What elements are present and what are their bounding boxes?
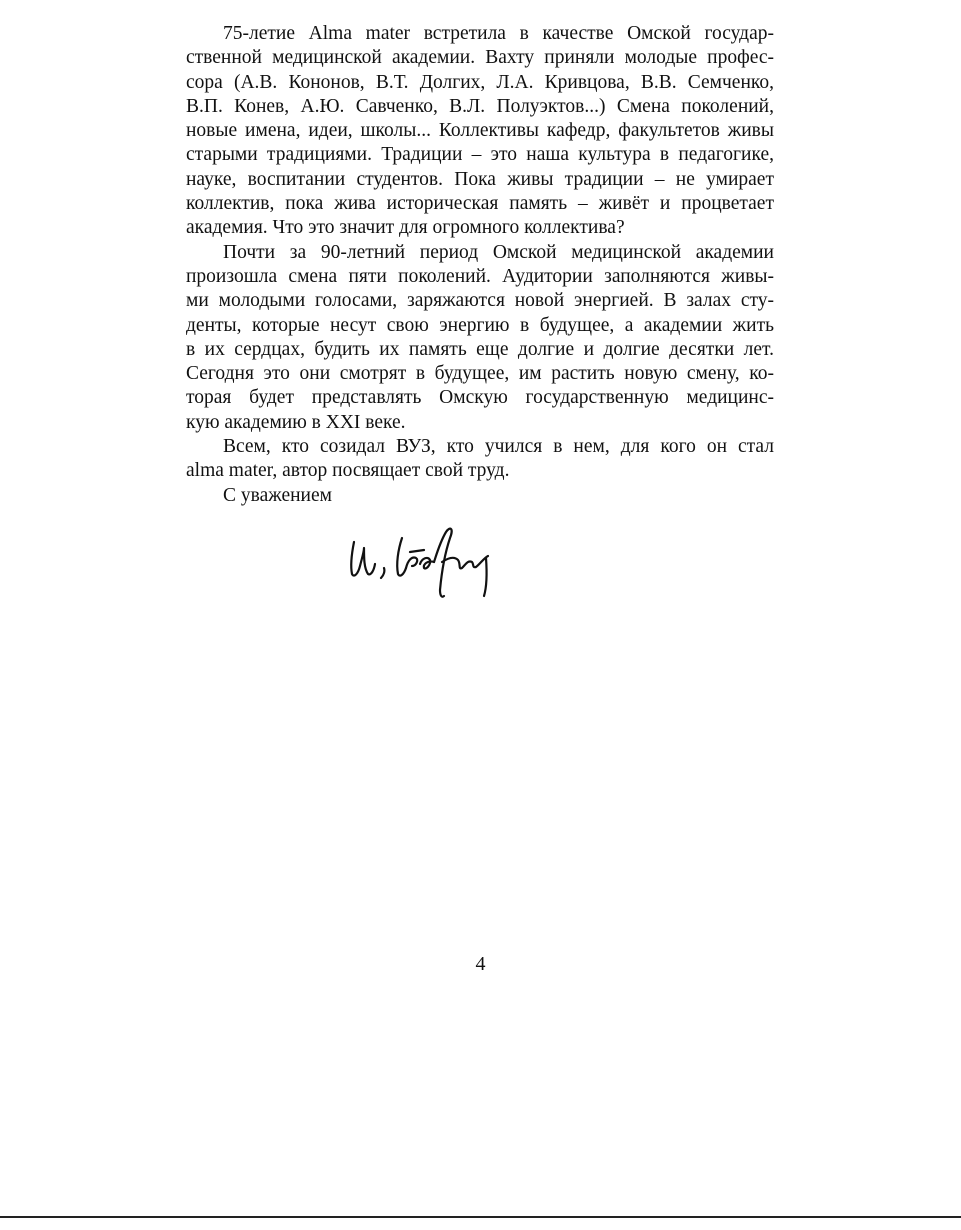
paragraph-1-line-7: науке, воспитании студентов. Пока живы традиции – не умирает <box>186 168 774 190</box>
paragraph-1-line-6: старыми традициями. Традиции – это наша культура в педагогике, <box>186 144 774 166</box>
paragraph-2-line-6: Сегодня это они смотрят в будущее, им растить новую смену, ко- <box>186 363 774 385</box>
paragraph-1-line-1: 75-летие Alma mater встретила в качестве Омской государ- <box>223 23 774 44</box>
paragraph-1-line-9: академия. Что это значит для огромного коллектива? <box>186 217 625 239</box>
paragraph-2-line-8: кую академию в XXI веке. <box>186 411 406 433</box>
page-number: 4 <box>475 953 486 975</box>
paragraph-2-line-7: торая будет представлять Омскую государственную медицинс- <box>186 387 774 409</box>
closing-salutation: С уважением <box>223 484 332 506</box>
paragraph-2-line-4: денты, которые несут свою энергию в будущее, а академии жить <box>186 314 774 336</box>
paragraph-1-line-8: коллектив, пока жива историческая память – живёт и процветает <box>186 193 774 215</box>
page-bottom-rule <box>0 1216 961 1218</box>
paragraph-2-line-1: Почти за 90-летний период Омской медицинской академии <box>223 241 774 263</box>
paragraph-3-line-1: Всем, кто созидал ВУЗ, кто учился в нем, для кого он стал <box>223 436 774 458</box>
handwritten-signature <box>340 512 500 604</box>
paragraph-1-line-3: сора (А.В. Кононов, В.Т. Долгих, Л.А. Кривцова, В.В. Семченко, <box>186 71 774 93</box>
paragraph-2-line-2: произошла смена пяти поколений. Аудитории заполняются живы- <box>186 265 774 287</box>
body-text <box>186 22 774 508</box>
paragraph-1-line-4: В.П. Конев, А.Ю. Савченко, В.Л. Полуэктов...) Смена поколений, <box>186 95 774 117</box>
paragraph-2-line-5: в их сердцах, будить их память еще долгие и долгие десятки лет. <box>186 338 774 360</box>
paragraph-2-line-3: ми молодыми голосами, заряжаются новой энергией. В залах сту- <box>186 290 774 312</box>
paragraph-1-line-5: новые имена, идеи, школы... Коллективы кафедр, факультетов живы <box>186 120 774 142</box>
paragraph-1-line-2: ственной медицинской академии. Вахту приняли молодые профес- <box>186 47 774 69</box>
paragraph-3-line-2: alma mater, автор посвящает свой труд. <box>186 460 510 482</box>
